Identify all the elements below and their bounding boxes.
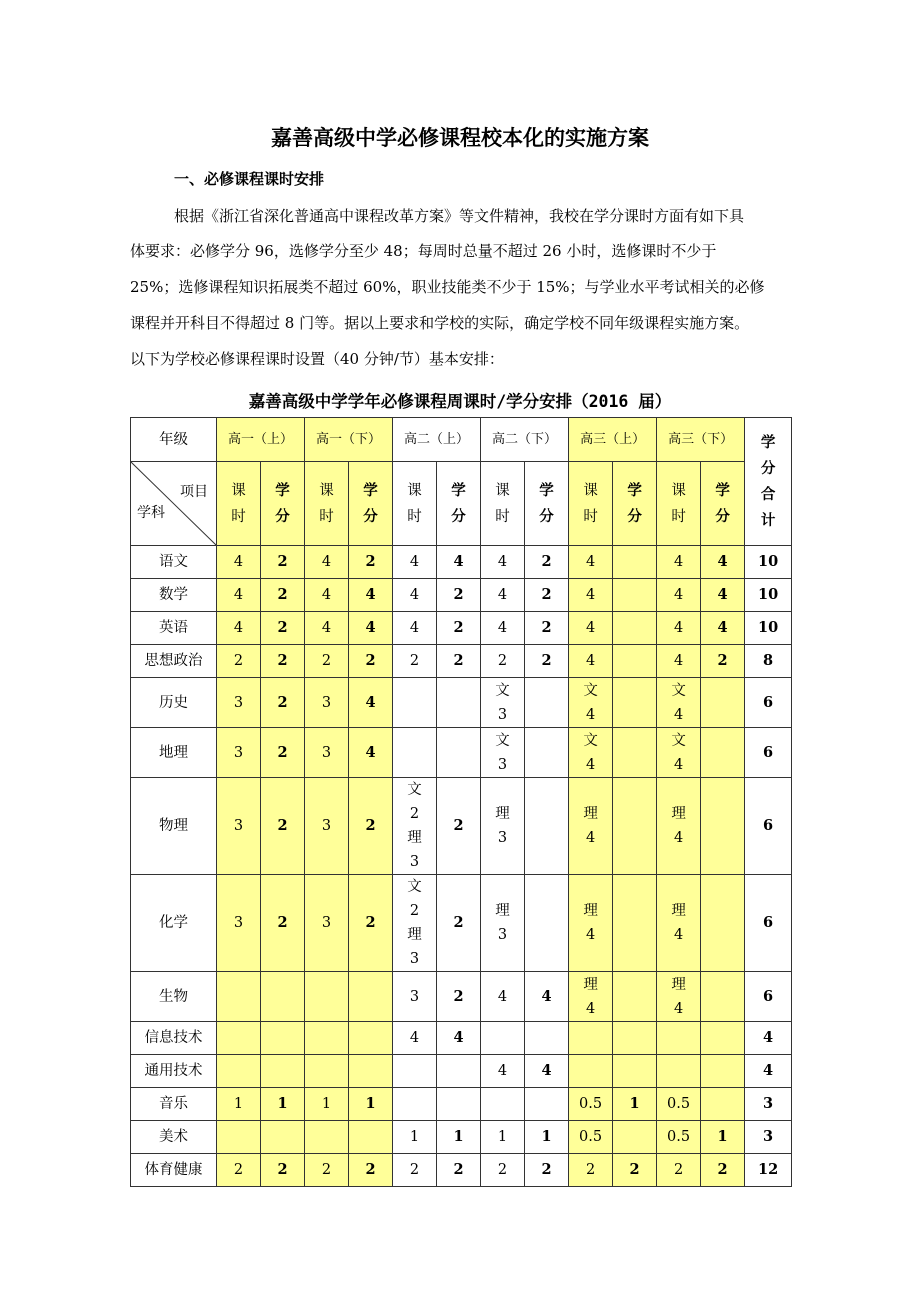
subject-cell: 数学 bbox=[131, 579, 217, 612]
credits-cell: 2 bbox=[261, 678, 305, 728]
hours-label: 课时 bbox=[231, 482, 246, 525]
hours-cell bbox=[305, 1055, 349, 1088]
hours-cell bbox=[657, 1055, 701, 1088]
hours-cell: 4 bbox=[393, 546, 437, 579]
hours-cell: 3 bbox=[217, 678, 261, 728]
credits-cell bbox=[701, 1055, 745, 1088]
credits-cell bbox=[613, 778, 657, 875]
hours-cell: 4 bbox=[217, 579, 261, 612]
hours-cell: 3 bbox=[217, 778, 261, 875]
hours-cell: 4 bbox=[481, 972, 525, 1022]
grade-header: 年级 bbox=[131, 418, 217, 462]
hours-cell: 2 bbox=[393, 645, 437, 678]
hours-cell: 4 bbox=[305, 546, 349, 579]
section-heading: 一、必修课程课时安排 bbox=[174, 170, 325, 188]
table-row bbox=[131, 972, 792, 1022]
hours-cell: 4 bbox=[657, 546, 701, 579]
hours-label: 课时 bbox=[495, 482, 510, 525]
hours-cell bbox=[305, 1022, 349, 1055]
table-row bbox=[131, 1121, 792, 1154]
credits-cell: 2 bbox=[349, 778, 393, 875]
credits-cell: 1 bbox=[613, 1088, 657, 1121]
credits-cell: 4 bbox=[349, 612, 393, 645]
credits-cell bbox=[613, 645, 657, 678]
hours-cell: 3 bbox=[217, 728, 261, 778]
credits-cell: 4 bbox=[701, 579, 745, 612]
total-credits-cell: 8 bbox=[745, 645, 792, 678]
total-credits-cell: 3 bbox=[745, 1088, 792, 1121]
subject-cell: 通用技术 bbox=[131, 1055, 217, 1088]
credits-cell bbox=[525, 728, 569, 778]
total-credits-cell: 6 bbox=[745, 728, 792, 778]
hours-cell: 4 bbox=[481, 579, 525, 612]
hours-cell: 0.5 bbox=[569, 1121, 613, 1154]
hours-cell: 理 4 bbox=[569, 778, 613, 875]
hours-cell: 2 bbox=[305, 645, 349, 678]
hours-cell: 理 4 bbox=[657, 778, 701, 875]
hours-cell: 4 bbox=[217, 546, 261, 579]
hours-header bbox=[393, 462, 437, 546]
semester-header: 高三（上） bbox=[569, 418, 657, 462]
hours-cell: 4 bbox=[657, 645, 701, 678]
hours-cell: 3 bbox=[305, 875, 349, 972]
credits-cell: 2 bbox=[437, 612, 481, 645]
hours-cell: 4 bbox=[481, 612, 525, 645]
credits-cell bbox=[349, 972, 393, 1022]
hours-cell bbox=[393, 728, 437, 778]
credits-cell: 2 bbox=[701, 645, 745, 678]
total-credits-cell: 4 bbox=[745, 1022, 792, 1055]
hours-header bbox=[569, 462, 613, 546]
hours-cell: 4 bbox=[569, 546, 613, 579]
total-credits-cell: 4 bbox=[745, 1055, 792, 1088]
hours-cell: 4 bbox=[481, 546, 525, 579]
paragraph-line: 25%；选修课程知识拓展类不超过 60%，职业技能类不少于 15%；与学业水平考试相关的必修 bbox=[130, 278, 765, 296]
hours-cell bbox=[393, 678, 437, 728]
credits-cell: 2 bbox=[437, 645, 481, 678]
credits-cell: 4 bbox=[349, 728, 393, 778]
subject-cell: 地理 bbox=[131, 728, 217, 778]
credits-cell bbox=[613, 678, 657, 728]
credits-cell: 2 bbox=[437, 579, 481, 612]
credits-cell bbox=[525, 778, 569, 875]
hours-cell: 4 bbox=[569, 579, 613, 612]
total-credits-cell: 6 bbox=[745, 972, 792, 1022]
credits-cell bbox=[701, 678, 745, 728]
credits-cell: 2 bbox=[613, 1154, 657, 1187]
credits-cell bbox=[525, 875, 569, 972]
credits-cell bbox=[437, 1088, 481, 1121]
credits-cell bbox=[525, 1022, 569, 1055]
credits-cell: 2 bbox=[261, 875, 305, 972]
semester-header: 高二（下） bbox=[481, 418, 569, 462]
credits-label: 学分 bbox=[539, 482, 554, 525]
semester-header: 高一（上） bbox=[217, 418, 305, 462]
hours-cell: 0.5 bbox=[657, 1121, 701, 1154]
credits-cell: 2 bbox=[525, 1154, 569, 1187]
credits-label: 学分 bbox=[275, 482, 290, 525]
credits-cell bbox=[613, 1022, 657, 1055]
credits-cell bbox=[261, 972, 305, 1022]
credits-cell bbox=[525, 1088, 569, 1121]
credits-header bbox=[261, 462, 305, 546]
hours-cell: 文 4 bbox=[657, 678, 701, 728]
credits-cell bbox=[613, 875, 657, 972]
hours-cell bbox=[217, 1121, 261, 1154]
total-credits-cell: 6 bbox=[745, 678, 792, 728]
total-credits-cell: 6 bbox=[745, 875, 792, 972]
hours-cell: 理 4 bbox=[569, 972, 613, 1022]
table-row bbox=[131, 612, 792, 645]
credits-cell: 2 bbox=[437, 778, 481, 875]
credits-cell: 4 bbox=[437, 1022, 481, 1055]
credits-cell bbox=[437, 1055, 481, 1088]
hours-cell: 4 bbox=[305, 579, 349, 612]
hours-cell bbox=[657, 1022, 701, 1055]
credits-cell: 2 bbox=[261, 645, 305, 678]
credits-header bbox=[349, 462, 393, 546]
subject-cell: 语文 bbox=[131, 546, 217, 579]
credits-cell: 4 bbox=[701, 612, 745, 645]
credits-cell: 4 bbox=[701, 546, 745, 579]
credits-cell bbox=[349, 1121, 393, 1154]
paragraph-line: 根据《浙江省深化普通高中课程改革方案》等文件精神，我校在学分课时方面有如下具 bbox=[174, 207, 745, 225]
hours-cell: 文 4 bbox=[569, 728, 613, 778]
hours-cell bbox=[305, 972, 349, 1022]
hours-cell: 2 bbox=[481, 645, 525, 678]
hours-cell: 4 bbox=[393, 1022, 437, 1055]
semester-header: 高二（上） bbox=[393, 418, 481, 462]
item-header-row bbox=[131, 462, 792, 546]
credits-cell: 2 bbox=[437, 875, 481, 972]
hours-cell: 4 bbox=[393, 579, 437, 612]
hours-cell: 2 bbox=[393, 1154, 437, 1187]
semester-header-row bbox=[131, 418, 792, 462]
table-row bbox=[131, 875, 792, 972]
subject-cell: 音乐 bbox=[131, 1088, 217, 1121]
credits-cell: 2 bbox=[349, 875, 393, 972]
hours-cell: 理 4 bbox=[657, 875, 701, 972]
credits-label: 学分 bbox=[627, 482, 642, 525]
subject-cell: 物理 bbox=[131, 778, 217, 875]
hours-cell: 文 2 理 3 bbox=[393, 778, 437, 875]
credits-header bbox=[701, 462, 745, 546]
table-row bbox=[131, 728, 792, 778]
total-credits-cell: 10 bbox=[745, 612, 792, 645]
hours-cell: 4 bbox=[657, 579, 701, 612]
credits-cell: 1 bbox=[437, 1121, 481, 1154]
curriculum-table bbox=[130, 417, 792, 1187]
table-row bbox=[131, 778, 792, 875]
subject-cell: 美术 bbox=[131, 1121, 217, 1154]
total-credits-cell: 6 bbox=[745, 778, 792, 875]
credits-cell: 1 bbox=[525, 1121, 569, 1154]
hours-cell: 4 bbox=[393, 612, 437, 645]
hours-cell: 4 bbox=[481, 1055, 525, 1088]
total-credits-cell: 12 bbox=[745, 1154, 792, 1187]
credits-header bbox=[525, 462, 569, 546]
hours-cell bbox=[481, 1088, 525, 1121]
credits-cell bbox=[701, 1022, 745, 1055]
credits-cell: 2 bbox=[261, 612, 305, 645]
credits-cell bbox=[701, 1088, 745, 1121]
hours-cell: 2 bbox=[569, 1154, 613, 1187]
hours-cell: 3 bbox=[393, 972, 437, 1022]
total-credits-label: 学分合计 bbox=[760, 434, 776, 529]
hours-cell: 4 bbox=[305, 612, 349, 645]
total-credits-cell: 10 bbox=[745, 546, 792, 579]
hours-cell: 3 bbox=[217, 875, 261, 972]
hours-cell: 2 bbox=[217, 645, 261, 678]
credits-cell: 4 bbox=[349, 579, 393, 612]
hours-cell: 文 3 bbox=[481, 728, 525, 778]
subject-cell: 信息技术 bbox=[131, 1022, 217, 1055]
total-credits-cell: 3 bbox=[745, 1121, 792, 1154]
hours-cell: 理 3 bbox=[481, 778, 525, 875]
semester-header: 高三（下） bbox=[657, 418, 745, 462]
credits-header bbox=[437, 462, 481, 546]
hours-cell: 4 bbox=[569, 612, 613, 645]
credits-cell: 4 bbox=[437, 546, 481, 579]
subject-cell: 体育健康 bbox=[131, 1154, 217, 1187]
table-row bbox=[131, 546, 792, 579]
page-title: 嘉善高级中学必修课程校本化的实施方案 bbox=[271, 126, 649, 150]
credits-cell: 2 bbox=[349, 1154, 393, 1187]
hours-cell bbox=[217, 972, 261, 1022]
credits-label: 学分 bbox=[451, 482, 466, 525]
hours-cell bbox=[569, 1022, 613, 1055]
credits-cell: 2 bbox=[261, 728, 305, 778]
hours-cell: 4 bbox=[657, 612, 701, 645]
hours-label: 课时 bbox=[671, 482, 686, 525]
credits-cell: 2 bbox=[261, 546, 305, 579]
subject-label: 学科 bbox=[137, 505, 165, 521]
hours-cell: 2 bbox=[481, 1154, 525, 1187]
credits-cell bbox=[701, 778, 745, 875]
hours-header bbox=[481, 462, 525, 546]
hours-header bbox=[305, 462, 349, 546]
hours-cell bbox=[305, 1121, 349, 1154]
hours-cell: 1 bbox=[217, 1088, 261, 1121]
item-label: 项目 bbox=[180, 484, 208, 500]
credits-cell bbox=[613, 579, 657, 612]
hours-cell: 0.5 bbox=[657, 1088, 701, 1121]
paragraph-line: 课程并开科目不得超过 8 门等。据以上要求和学校的实际，确定学校不同年级课程实施方案。 bbox=[130, 314, 750, 332]
credits-label: 学分 bbox=[363, 482, 378, 525]
credits-cell: 2 bbox=[525, 645, 569, 678]
credits-cell bbox=[261, 1055, 305, 1088]
hours-cell: 2 bbox=[657, 1154, 701, 1187]
credits-cell bbox=[613, 728, 657, 778]
hours-cell bbox=[217, 1055, 261, 1088]
hours-cell: 理 4 bbox=[569, 875, 613, 972]
credits-cell: 1 bbox=[349, 1088, 393, 1121]
credits-cell bbox=[261, 1022, 305, 1055]
table-row bbox=[131, 678, 792, 728]
hours-cell bbox=[481, 1022, 525, 1055]
credits-cell: 1 bbox=[701, 1121, 745, 1154]
hours-cell: 文 4 bbox=[657, 728, 701, 778]
hours-cell: 文 4 bbox=[569, 678, 613, 728]
hours-cell: 理 4 bbox=[657, 972, 701, 1022]
hours-label: 课时 bbox=[407, 482, 422, 525]
total-credits-cell: 10 bbox=[745, 579, 792, 612]
credits-cell: 4 bbox=[525, 1055, 569, 1088]
credits-cell: 2 bbox=[437, 1154, 481, 1187]
subject-cell: 英语 bbox=[131, 612, 217, 645]
hours-cell: 1 bbox=[481, 1121, 525, 1154]
credits-cell bbox=[613, 612, 657, 645]
hours-cell: 3 bbox=[305, 778, 349, 875]
credits-cell bbox=[613, 546, 657, 579]
credits-cell bbox=[701, 972, 745, 1022]
diagonal-header-cell bbox=[131, 462, 217, 546]
credits-cell: 1 bbox=[261, 1088, 305, 1121]
subject-cell: 思想政治 bbox=[131, 645, 217, 678]
hours-cell: 1 bbox=[305, 1088, 349, 1121]
hours-cell bbox=[393, 1088, 437, 1121]
credits-cell bbox=[701, 875, 745, 972]
table-row bbox=[131, 579, 792, 612]
credits-cell bbox=[701, 728, 745, 778]
table-row bbox=[131, 1055, 792, 1088]
hours-cell: 理 3 bbox=[481, 875, 525, 972]
credits-cell: 2 bbox=[261, 778, 305, 875]
credits-cell: 2 bbox=[525, 546, 569, 579]
hours-cell bbox=[393, 1055, 437, 1088]
credits-header bbox=[613, 462, 657, 546]
hours-cell bbox=[569, 1055, 613, 1088]
credits-cell bbox=[613, 1055, 657, 1088]
hours-header bbox=[657, 462, 701, 546]
hours-cell: 4 bbox=[569, 645, 613, 678]
credits-cell bbox=[525, 678, 569, 728]
hours-header bbox=[217, 462, 261, 546]
hours-cell: 4 bbox=[217, 612, 261, 645]
credits-cell bbox=[349, 1055, 393, 1088]
credits-cell: 2 bbox=[349, 645, 393, 678]
hours-cell: 3 bbox=[305, 728, 349, 778]
hours-cell: 2 bbox=[305, 1154, 349, 1187]
subject-cell: 历史 bbox=[131, 678, 217, 728]
credits-cell: 4 bbox=[349, 678, 393, 728]
paragraph-line: 体要求：必修学分 96，选修学分至少 48；每周时总量不超过 26 小时，选修课时不少于 bbox=[130, 242, 717, 260]
credits-cell bbox=[613, 1121, 657, 1154]
table-row bbox=[131, 645, 792, 678]
credits-cell: 2 bbox=[437, 972, 481, 1022]
subject-cell: 化学 bbox=[131, 875, 217, 972]
semester-header: 高一（下） bbox=[305, 418, 393, 462]
table-row bbox=[131, 1154, 792, 1187]
credits-cell bbox=[261, 1121, 305, 1154]
subject-cell: 生物 bbox=[131, 972, 217, 1022]
table-row bbox=[131, 1088, 792, 1121]
hours-cell: 2 bbox=[217, 1154, 261, 1187]
credits-cell bbox=[349, 1022, 393, 1055]
credits-label: 学分 bbox=[715, 482, 730, 525]
hours-cell: 0.5 bbox=[569, 1088, 613, 1121]
hours-label: 课时 bbox=[583, 482, 598, 525]
credits-cell: 2 bbox=[261, 579, 305, 612]
credits-cell: 2 bbox=[349, 546, 393, 579]
credits-cell: 2 bbox=[525, 612, 569, 645]
hours-label: 课时 bbox=[319, 482, 334, 525]
hours-cell: 文 3 bbox=[481, 678, 525, 728]
credits-cell bbox=[437, 728, 481, 778]
credits-cell: 2 bbox=[525, 579, 569, 612]
hours-cell bbox=[217, 1022, 261, 1055]
hours-cell: 文 2 理 3 bbox=[393, 875, 437, 972]
hours-cell: 1 bbox=[393, 1121, 437, 1154]
paragraph-line: 以下为学校必修课程课时设置（40 分钟/节）基本安排： bbox=[130, 350, 504, 368]
credits-cell bbox=[437, 678, 481, 728]
hours-cell: 3 bbox=[305, 678, 349, 728]
credits-cell bbox=[613, 972, 657, 1022]
table-title: 嘉善高级中学学年必修课程周课时/学分安排（2016 届） bbox=[248, 392, 672, 411]
table-row bbox=[131, 1022, 792, 1055]
total-credits-header bbox=[745, 418, 792, 546]
credits-cell: 4 bbox=[525, 972, 569, 1022]
credits-cell: 2 bbox=[701, 1154, 745, 1187]
credits-cell: 2 bbox=[261, 1154, 305, 1187]
